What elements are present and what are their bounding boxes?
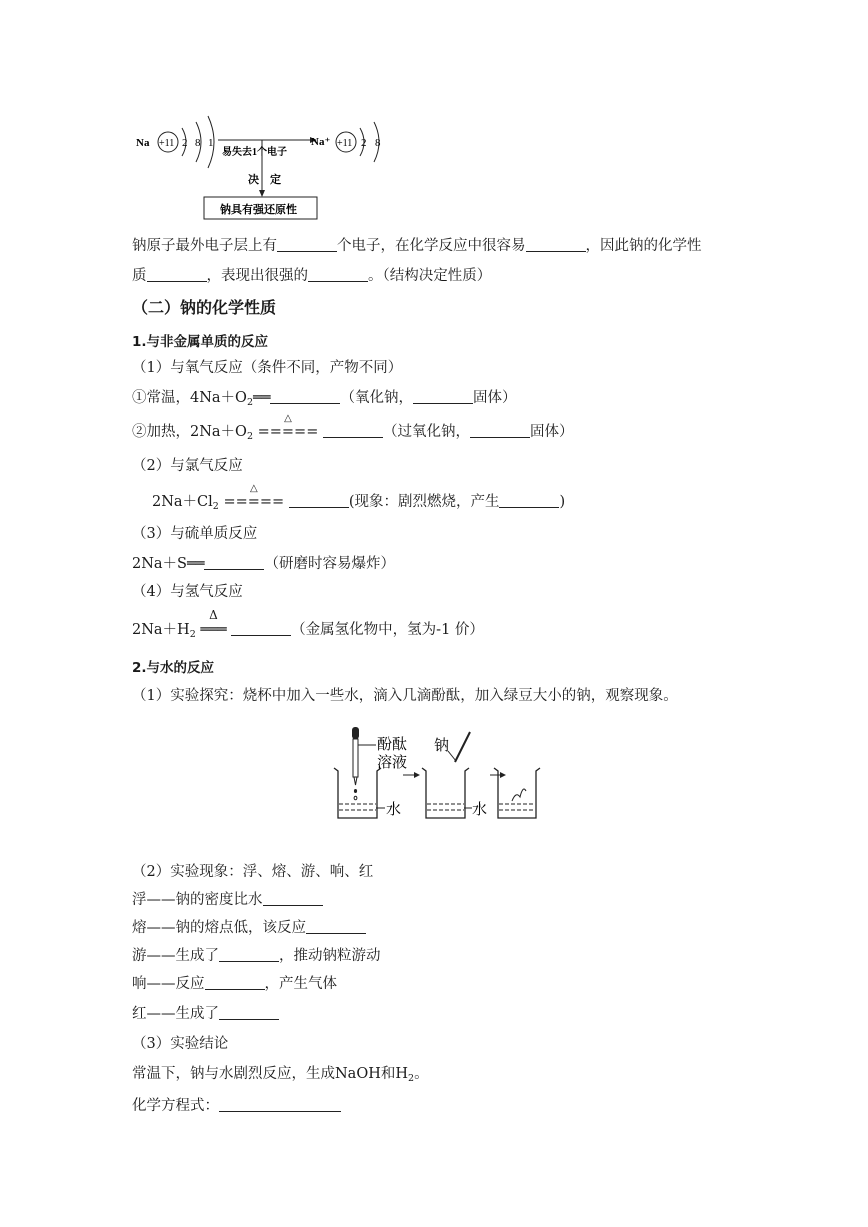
tweezers: [455, 732, 470, 762]
sound-line: 响——反应 ，产生气体: [132, 976, 337, 992]
na-shell-count-2: 8: [195, 137, 201, 149]
intro-line-1: 钠原子最外电子层上有 个电子，在化学反应中很容易 ，因此钠的化学性: [132, 238, 702, 254]
na-shell-count-3: 1: [208, 137, 214, 149]
sulfur-title: （3）与硫单质反应: [132, 526, 258, 542]
na-shell-count-1: 2: [182, 137, 188, 149]
conclusion-text: 常温下，钠与水剧烈反应，生成NaOH和$H_2$。: [132, 1066, 429, 1084]
decide-label: 决 定: [248, 174, 281, 186]
experiment-figure: [330, 725, 545, 825]
oxygen-room-temp: ①常温，$4Na+O_2══$ （氧化钠， 固体）: [132, 390, 517, 408]
ion-shell-count-2: 8: [375, 137, 381, 149]
heating-equal-sign: Δ ═══: [200, 608, 227, 638]
phenol-label: 酚酞: [377, 737, 408, 753]
conclusion-title: （3）实验结论: [132, 1036, 229, 1052]
water-label-1: 水: [386, 802, 402, 818]
step-arrow-head-2: [500, 772, 506, 778]
red-line: 红——生成了: [132, 1004, 279, 1024]
drop-1: [354, 789, 357, 793]
heating-equal-sign: △ =====: [223, 483, 285, 510]
blank[interactable]: [413, 389, 473, 404]
blank[interactable]: [323, 423, 383, 438]
blank[interactable]: [219, 1005, 279, 1020]
blank[interactable]: [263, 891, 323, 906]
phenomena-title: （2）实验现象：浮、熔、游、响、红: [132, 864, 374, 880]
ion-shell-count-1: 2: [361, 137, 367, 149]
float-line: 浮——钠的密度比水: [132, 890, 323, 910]
conclusion-box-text: 钠具有强还原性: [220, 204, 297, 216]
blank[interactable]: [147, 267, 207, 282]
blank[interactable]: [205, 975, 265, 990]
blank[interactable]: [289, 493, 349, 508]
section-title: （二）钠的化学性质: [132, 298, 277, 317]
chlorine-title: （2）与氯气反应: [132, 458, 243, 474]
blank[interactable]: [219, 947, 279, 962]
step-arrow-head-1: [414, 772, 420, 778]
blank[interactable]: [204, 555, 264, 570]
sodium-atom-diagram: [130, 110, 400, 225]
hydrogen-title: （4）与氢气反应: [132, 584, 243, 600]
oxygen-title: （1）与氧气反应（条件不同，产物不同）: [132, 360, 403, 376]
drop-2: [354, 796, 357, 800]
sulfur-equation: 2Na＋S══ （研磨时容易爆炸）: [132, 556, 395, 572]
blank[interactable]: [270, 389, 340, 404]
chlorine-equation: $2Na+Cl_2$ △ ===== (现象：剧烈燃烧，产生 ): [152, 483, 566, 512]
ion-nucleus-charge: +11: [337, 138, 353, 149]
arrow-head-down: [259, 190, 265, 197]
heating-equal-sign: △ =====: [257, 413, 319, 440]
arrow-label: 易失去1个电子: [222, 147, 287, 158]
blank[interactable]: [306, 919, 366, 934]
blank[interactable]: [219, 1097, 341, 1112]
blank[interactable]: [470, 423, 530, 438]
nonmetal-title: 1.与非金属单质的反应: [132, 334, 269, 350]
na-nucleus-charge: +11: [159, 138, 175, 149]
dropper-tip: [354, 777, 357, 785]
solution-label: 溶液: [377, 755, 408, 771]
oxygen-heating: ②加热，$2Na+O_2$ △ ===== （过氧化钠， 固体）: [132, 413, 574, 442]
blank[interactable]: [308, 267, 368, 282]
dropper-tube: [353, 739, 358, 777]
blank[interactable]: [526, 237, 586, 252]
sodium-leader: [448, 751, 456, 761]
swim-line: 游——生成了 ，推动钠粒游动: [132, 948, 381, 964]
ion-symbol: Na⁺: [311, 136, 331, 148]
blank[interactable]: [231, 621, 291, 636]
reaction-trail: [512, 789, 526, 801]
sodium-label: 钠: [434, 738, 450, 754]
intro-line-2: 质 ，表现出很强的 。（结构决定性质）: [132, 268, 492, 284]
water-explore: （1）实验探究：烧杯中加入一些水，滴入几滴酚酞，加入绿豆大小的钠，观察现象。: [132, 688, 678, 704]
melt-line: 熔——钠的熔点低，该反应: [132, 918, 366, 938]
blank[interactable]: [277, 237, 337, 252]
dropper-bulb: [352, 727, 359, 739]
water-title: 2.与水的反应: [132, 660, 215, 676]
blank[interactable]: [499, 493, 559, 508]
na-symbol: Na: [136, 137, 150, 149]
hydrogen-equation: $2Na+H_2$ Δ ═══ （金属氢化物中，氢为-1 价）: [132, 608, 484, 640]
equation-line: 化学方程式：: [132, 1096, 341, 1116]
water-label-2: 水: [472, 802, 488, 818]
